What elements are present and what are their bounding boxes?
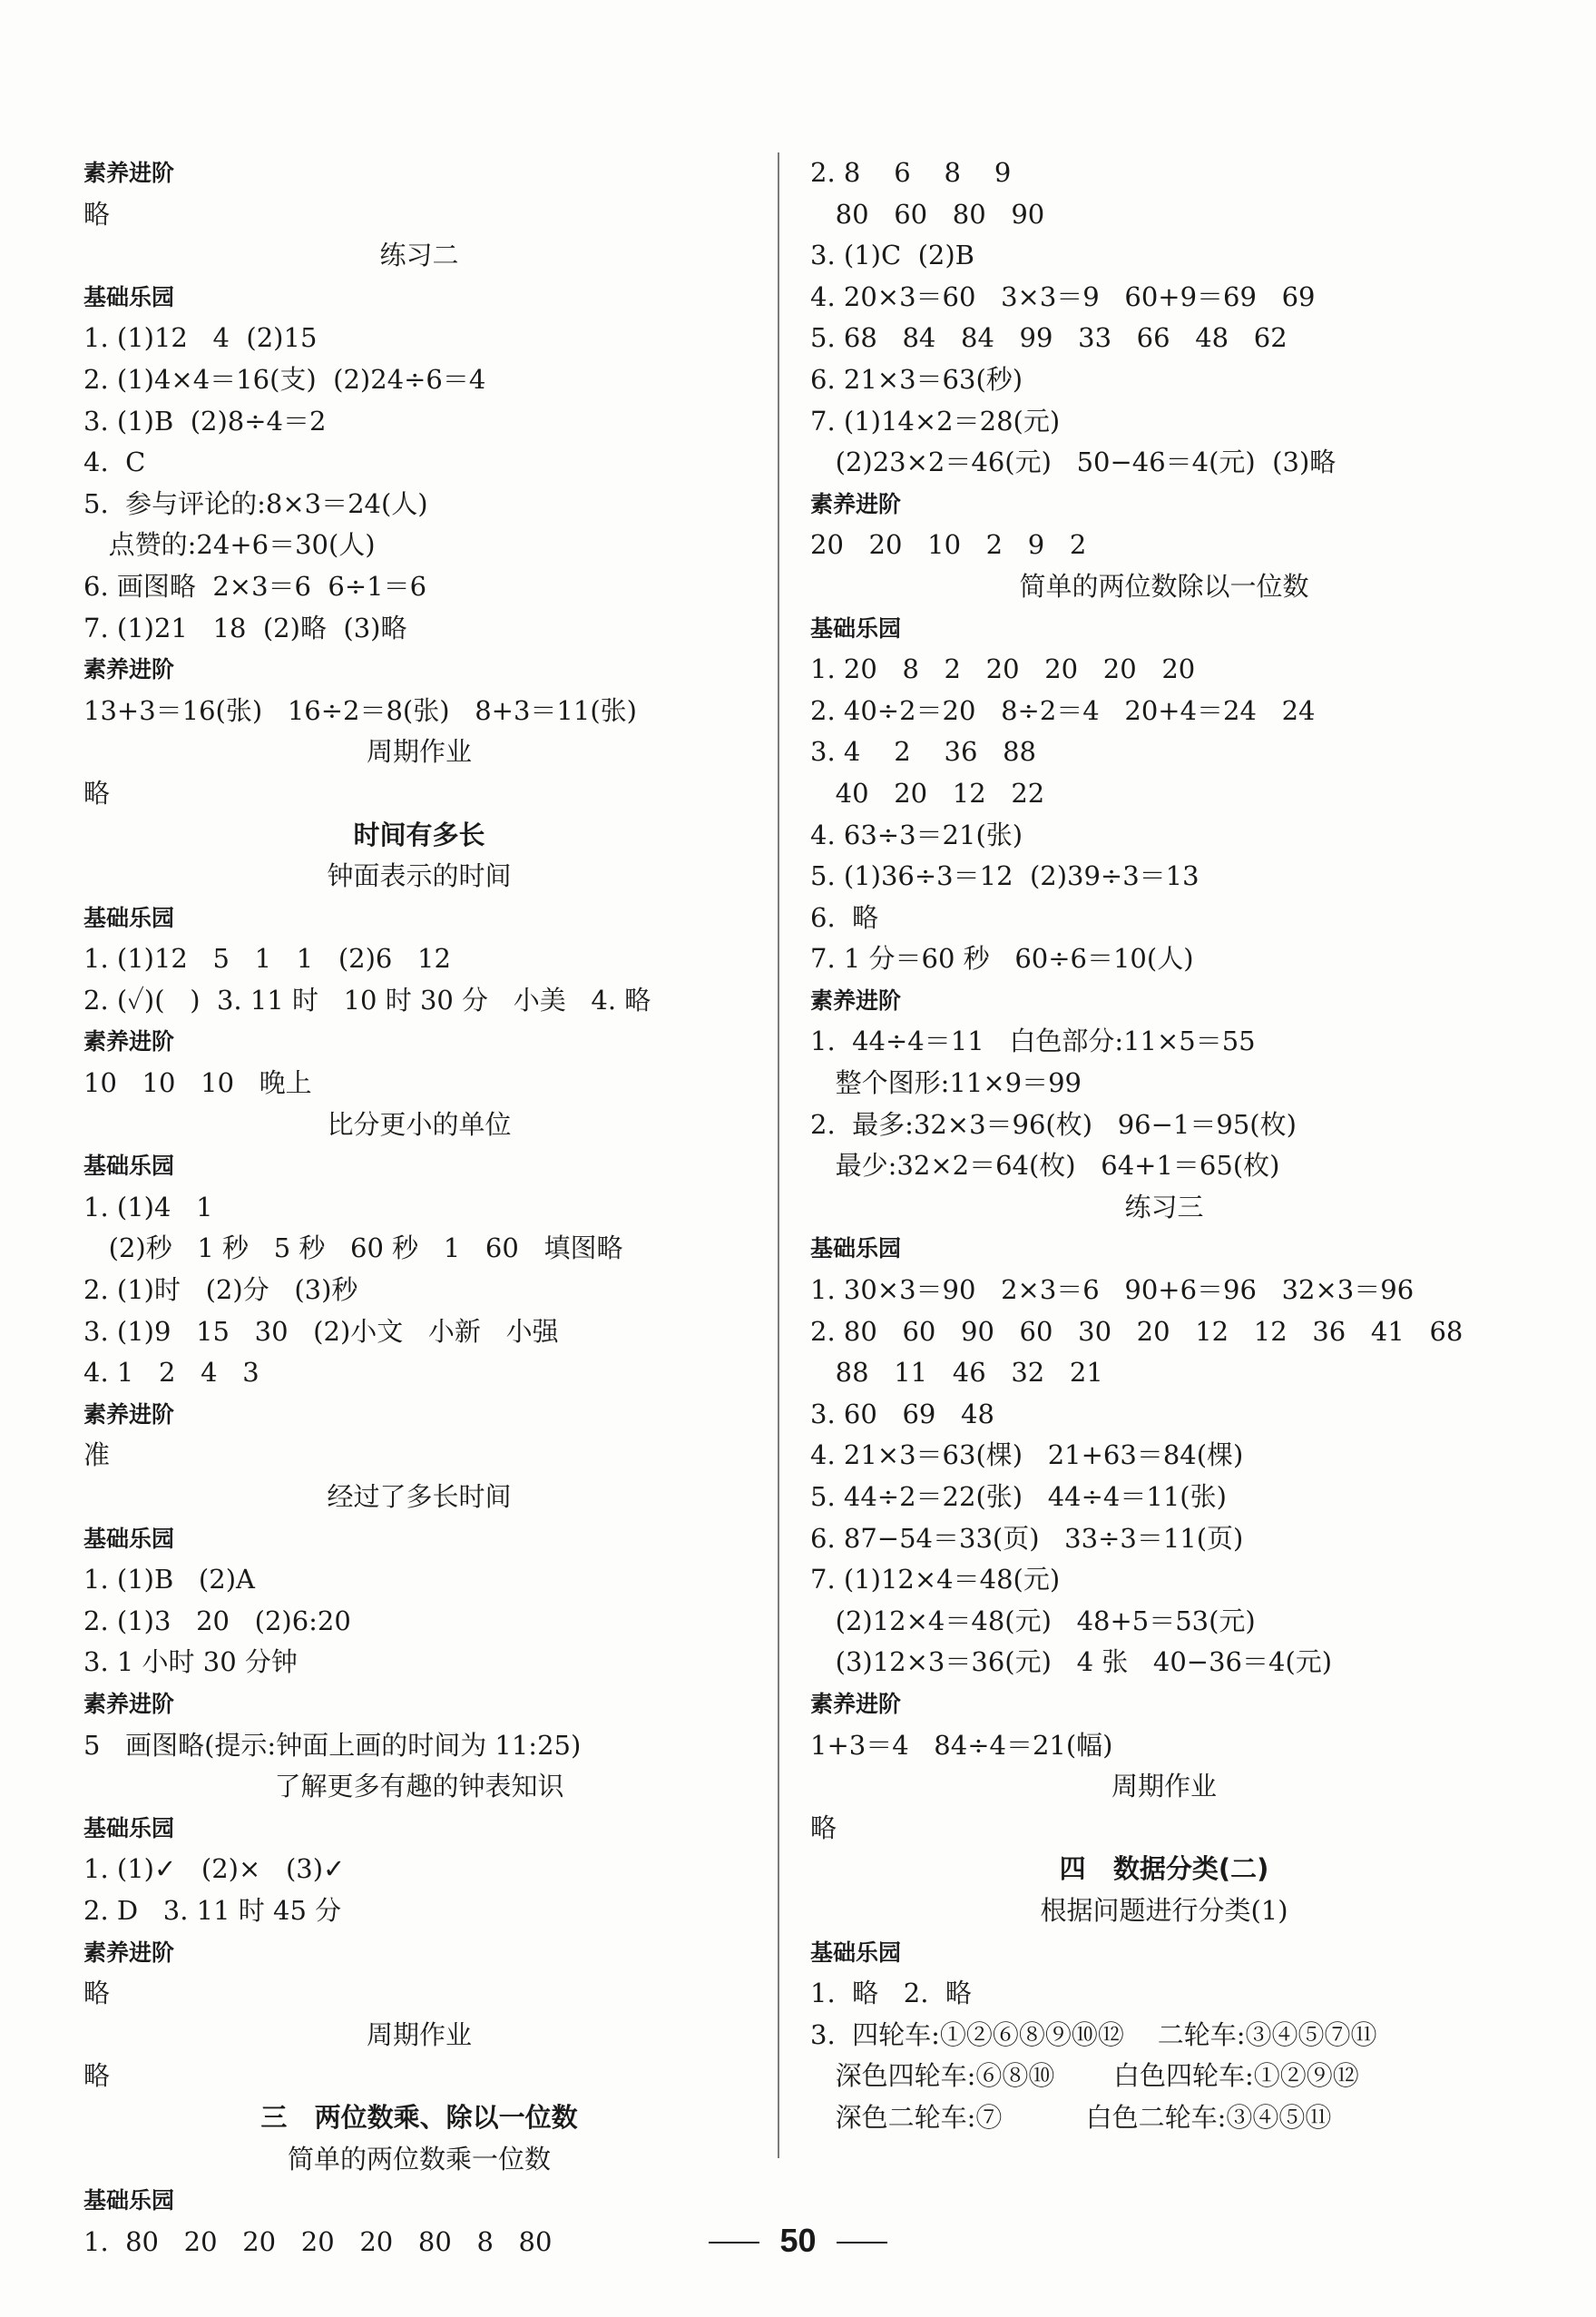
section-label: 基础乐园 bbox=[83, 1525, 175, 1552]
answer-line: 1. (1)12 4 (2)15 bbox=[83, 322, 318, 354]
answer-line: 1. 20 8 2 20 20 20 20 bbox=[810, 653, 1196, 685]
subsection-title: 周期作业 bbox=[1111, 1771, 1217, 1802]
answer-line: 7. (1)12×4＝48(元) bbox=[810, 1564, 1061, 1595]
right-column bbox=[810, 152, 1518, 2139]
section-label: 基础乐园 bbox=[83, 904, 175, 931]
section-label: 基础乐园 bbox=[83, 283, 175, 310]
chapter-heading: 时间有多长 bbox=[353, 819, 485, 850]
answer-line: 1. (1)4 1 bbox=[83, 1191, 213, 1222]
answer-line: 10 10 10 晚上 bbox=[83, 1067, 312, 1099]
section-label: 素养进阶 bbox=[83, 1690, 175, 1717]
subsection-title: 钟面表示的时间 bbox=[327, 860, 512, 892]
answer-line: 80 60 80 90 bbox=[810, 198, 1045, 230]
answer-line: 点赞的:24+6＝30(人) bbox=[83, 529, 376, 561]
footer-dash-right bbox=[837, 2242, 887, 2243]
answer-line: 5. 参与评论的:8×3＝24(人) bbox=[83, 487, 428, 519]
answer-line: 20 20 10 2 9 2 bbox=[810, 529, 1087, 561]
answer-line: 6. 画图略 2×3＝6 6÷1＝6 bbox=[83, 570, 427, 602]
answer-line: 5. 44÷2＝22(张) 44÷4＝11(张) bbox=[810, 1481, 1227, 1512]
answer-line: 1. 44÷4＝11 白色部分:11×5＝55 bbox=[810, 1026, 1256, 1057]
answer-line: 最少:32×2＝64(枚) 64+1＝65(枚) bbox=[810, 1150, 1280, 1182]
column-divider bbox=[778, 152, 779, 2158]
subsection-title: 周期作业 bbox=[366, 736, 472, 768]
answer-line: 2. (1)3 20 (2)6:20 bbox=[83, 1605, 351, 1636]
section-label: 基础乐园 bbox=[810, 1939, 902, 1966]
answer-line: 1. (1)12 5 1 1 (2)6 12 bbox=[83, 943, 451, 975]
answer-line: 整个图形:11×9＝99 bbox=[810, 1067, 1082, 1099]
left-column bbox=[83, 152, 755, 2263]
footer-dash-left bbox=[709, 2242, 759, 2243]
answer-line: 3. 60 69 48 bbox=[810, 1398, 994, 1429]
answer-line: 1. (1)B (2)A bbox=[83, 1564, 255, 1595]
answer-line: 1. 80 20 20 20 20 80 8 80 bbox=[83, 2225, 553, 2257]
answer-line: 3. (1)9 15 30 (2)小文 小新 小强 bbox=[83, 1315, 559, 1347]
section-label: 素养进阶 bbox=[810, 1690, 902, 1717]
answer-line: (2)12×4＝48(元) 48+5＝53(元) bbox=[810, 1605, 1256, 1636]
subsection-title: 比分更小的单位 bbox=[327, 1108, 512, 1140]
section-label: 素养进阶 bbox=[83, 656, 175, 683]
chapter-heading: 三 两位数乘、除以一位数 bbox=[260, 2101, 578, 2133]
answer-line: 略 bbox=[83, 198, 111, 230]
subsection-title: 了解更多有趣的钟表知识 bbox=[274, 1771, 564, 1802]
section-label: 素养进阶 bbox=[810, 987, 902, 1014]
answer-line: 3. 四轮车:①②⑥⑧⑨⑩⑫ 二轮车:③④⑤⑦⑪ bbox=[810, 2018, 1377, 2050]
answer-line: 略 bbox=[83, 2060, 111, 2092]
section-label: 素养进阶 bbox=[83, 1028, 175, 1055]
answer-line: 6. 21×3＝63(秒) bbox=[810, 363, 1023, 395]
section-label: 基础乐园 bbox=[83, 1153, 175, 1180]
answer-line: 略 bbox=[810, 1811, 837, 1843]
answer-line: 6. 87−54＝33(页) 33÷3＝11(页) bbox=[810, 1522, 1244, 1554]
answer-line: 5. (1)36÷3＝12 (2)39÷3＝13 bbox=[810, 860, 1199, 892]
answer-line: 2. 40÷2＝20 8÷2＝4 20+4＝24 24 bbox=[810, 694, 1316, 726]
answer-line: 2. 8 6 8 9 bbox=[810, 157, 1012, 188]
section-label: 基础乐园 bbox=[810, 614, 902, 642]
answer-line: 1. 略 2. 略 bbox=[810, 1978, 972, 2009]
subsection-title: 根据问题进行分类(1) bbox=[1040, 1894, 1288, 1926]
answer-line: 7. (1)14×2＝28(元) bbox=[810, 405, 1061, 437]
section-label: 素养进阶 bbox=[83, 160, 175, 186]
subsection-title: 简单的两位数除以一位数 bbox=[1019, 570, 1309, 602]
answer-line: 深色四轮车:⑥⑧⑩ 白色四轮车:①②⑨⑫ bbox=[810, 2060, 1359, 2092]
answer-line: 4. C bbox=[83, 447, 146, 478]
answer-line: 3. (1)B (2)8÷4＝2 bbox=[83, 405, 327, 437]
page-number: 50 bbox=[779, 2222, 817, 2259]
answer-line: 6. 略 bbox=[810, 901, 879, 933]
answer-line: 7. (1)21 18 (2)略 (3)略 bbox=[83, 612, 407, 643]
section-label: 基础乐园 bbox=[810, 1235, 902, 1262]
answer-line: 2. (✓)( ) 3. 11 时 10 时 30 分 小美 4. 略 bbox=[83, 984, 651, 1016]
section-label: 素养进阶 bbox=[83, 1939, 175, 1966]
answer-line: 3. 4 2 36 88 bbox=[810, 736, 1036, 768]
page-footer bbox=[0, 2222, 1596, 2260]
answer-line: 1+3＝4 84÷4＝21(幅) bbox=[810, 1729, 1113, 1761]
answer-line: (3)12×3＝36(元) 4 张 40−36＝4(元) bbox=[810, 1646, 1333, 1678]
subsection-title: 周期作业 bbox=[366, 2018, 472, 2050]
section-label: 基础乐园 bbox=[83, 1814, 175, 1841]
answer-line: 2. D 3. 11 时 45 分 bbox=[83, 1894, 342, 1926]
answer-line: 88 11 46 32 21 bbox=[810, 1357, 1103, 1389]
answer-line: 4. 1 2 4 3 bbox=[83, 1357, 259, 1389]
answer-line: 13+3＝16(张) 16÷2＝8(张) 8+3＝11(张) bbox=[83, 694, 637, 726]
subsection-title: 简单的两位数乘一位数 bbox=[287, 2143, 551, 2175]
section-label: 素养进阶 bbox=[83, 1400, 175, 1428]
section-label: 素养进阶 bbox=[810, 490, 902, 517]
answer-line: 2. 80 60 90 60 30 20 12 12 36 41 68 bbox=[810, 1315, 1464, 1347]
answer-line: 1. (1)✓ (2)× (3)✓ bbox=[83, 1853, 346, 1885]
answer-line: 略 bbox=[83, 1978, 111, 2009]
answer-line: 3. 1 小时 30 分钟 bbox=[83, 1646, 298, 1678]
answer-line: 略 bbox=[83, 777, 111, 809]
answer-line: 2. 最多:32×3＝96(枚) 96−1＝95(枚) bbox=[810, 1108, 1297, 1140]
answer-line: 准 bbox=[83, 1439, 111, 1471]
answer-line: 4. 20×3＝60 3×3＝9 60+9＝69 69 bbox=[810, 280, 1316, 312]
answer-line: 3. (1)C (2)B bbox=[810, 240, 974, 271]
answer-line: 2. (1)时 (2)分 (3)秒 bbox=[83, 1274, 358, 1306]
subsection-title: 练习二 bbox=[379, 240, 459, 271]
answer-line: (2)23×2＝46(元) 50−46＝4(元) (3)略 bbox=[810, 447, 1337, 478]
answer-line: 1. 30×3＝90 2×3＝6 90+6＝96 32×3＝96 bbox=[810, 1274, 1415, 1306]
answer-line: 4. 21×3＝63(棵) 21+63＝84(棵) bbox=[810, 1439, 1244, 1471]
answer-line: 2. (1)4×4＝16(支) (2)24÷6＝4 bbox=[83, 363, 486, 395]
subsection-title: 经过了多长时间 bbox=[327, 1481, 512, 1512]
answer-line: 5. 68 84 84 99 33 66 48 62 bbox=[810, 322, 1288, 354]
answer-line: 7. 1 分＝60 秒 60÷6＝10(人) bbox=[810, 943, 1194, 975]
section-label: 基础乐园 bbox=[83, 2187, 175, 2214]
subsection-title: 练习三 bbox=[1124, 1191, 1204, 1222]
answer-line: 5 画图略(提示:钟面上画的时间为 11:25) bbox=[83, 1729, 582, 1761]
answer-line: 40 20 12 22 bbox=[810, 777, 1045, 809]
chapter-heading: 四 数据分类(二) bbox=[1059, 1853, 1269, 1885]
answer-line: 深色二轮车:⑦ 白色二轮车:③④⑤⑪ bbox=[810, 2101, 1332, 2133]
answer-line: 4. 63÷3＝21(张) bbox=[810, 819, 1023, 850]
answer-line: (2)秒 1 秒 5 秒 60 秒 1 60 填图略 bbox=[83, 1232, 623, 1264]
